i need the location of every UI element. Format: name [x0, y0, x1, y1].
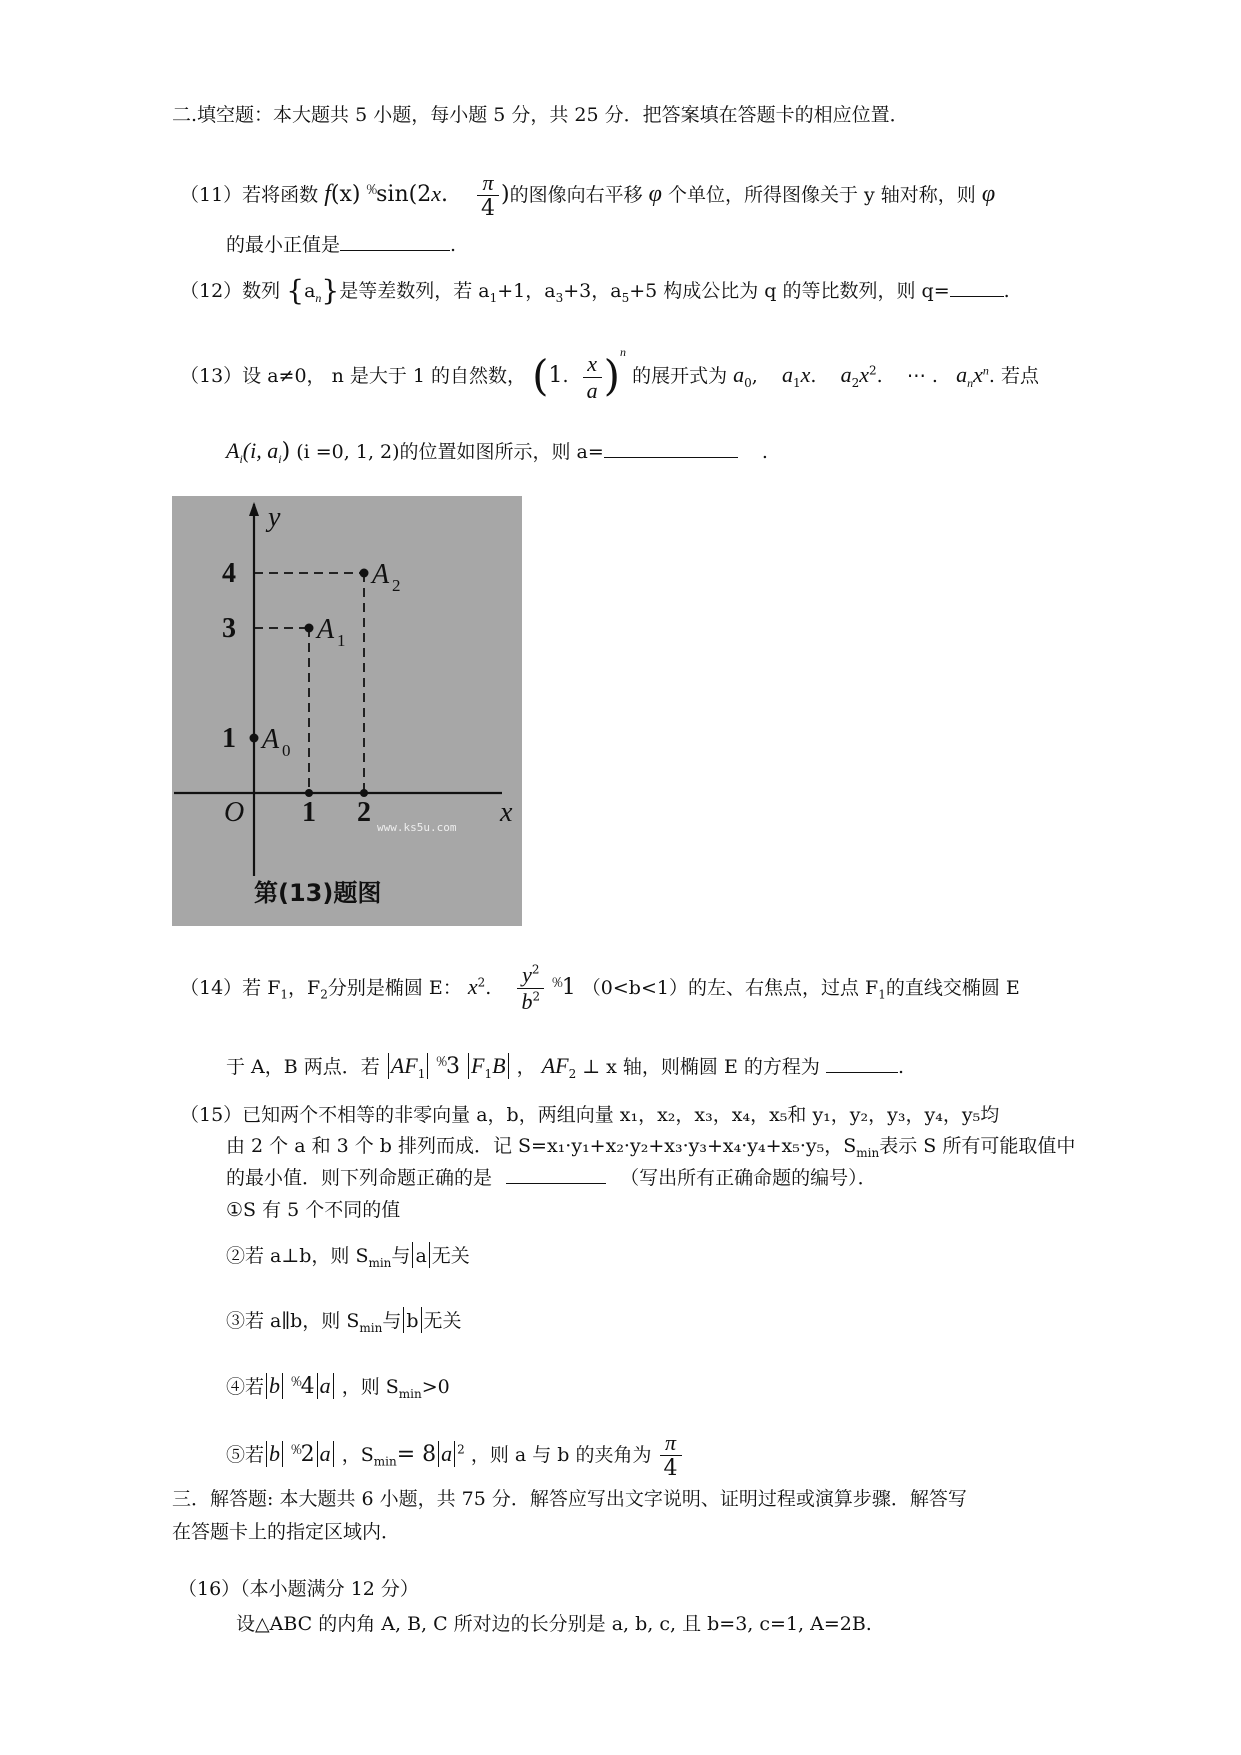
- q11-x: x: [431, 180, 441, 206]
- q14-one: 1: [561, 974, 576, 1000]
- point-label-sub: 0: [282, 741, 291, 760]
- q13-answer-blank[interactable]: [604, 457, 738, 458]
- q13-text: （13）设 a≠0， n 是大于 1 的自然数，: [180, 365, 527, 387]
- question-13-line-2: $A_i(i$, $a_i$) (i =0, 1, 2)的位置如图所示，则 a= .: [226, 438, 768, 466]
- watermark: www.ks5u.com: [377, 821, 457, 834]
- q15-o4-min: min: [398, 1386, 422, 1401]
- q14-text: （14）若 F: [180, 976, 281, 999]
- q14-points-text: 于 A，B 两点．若: [226, 1056, 380, 1078]
- q15-o3-min: min: [359, 1320, 383, 1335]
- y-tick-label: 1: [222, 723, 236, 754]
- q12-a: a: [304, 280, 316, 302]
- question-13-line-1: （13）设 a≠0， n 是大于 1 的自然数， (1. $\frac{x}{a}$ )$^n$ 的展开式为 $a_0$, $a_1x$. $a_2x^2$. ⋯ . $a_nx^n$. 若点: [180, 345, 1039, 403]
- point-label-sub: 1: [337, 631, 346, 650]
- q11-four: 4: [481, 196, 495, 222]
- point-label-sub: 2: [392, 576, 401, 595]
- q13-a: a: [586, 377, 598, 403]
- q12-text-a3: +1，a: [497, 280, 556, 302]
- q15-o4-gt0: >0: [421, 1376, 450, 1398]
- y-tick-label: 4: [222, 558, 236, 589]
- section-3-line-2: 在答题卡上的指定区域内．: [172, 1521, 401, 1543]
- q11-answer-blank[interactable]: [340, 250, 450, 251]
- q12-n: n: [315, 290, 322, 305]
- q13-expansion-text: 的展开式为: [632, 365, 728, 387]
- q14-period: .: [897, 1056, 904, 1078]
- q11-garbled-equals: ⁰⁄₀: [366, 182, 377, 198]
- q15-o2-with: 与: [391, 1245, 411, 1267]
- q11-min-positive: 的最小正值是: [226, 234, 341, 256]
- q14-y2-over-b2: $\frac{y^2}{b^2}$: [517, 962, 544, 1016]
- q15-sum-def: 由 2 个 a 和 3 个 b 排列而成．记 S=x₁·y₁+x₂·y₂+x₃·y₃+x₄·y₄+x₅·y₅，S: [226, 1135, 857, 1157]
- q13-position-text: (i =0, 1, 2)的位置如图所示，则 a=: [296, 441, 604, 463]
- q13-x: x: [583, 351, 602, 377]
- q15-o3-b: b: [406, 1310, 419, 1332]
- q13-i-2: i: [278, 451, 282, 466]
- q14-AF2: AF: [541, 1053, 569, 1078]
- section-3-line-1: 三．解答题: 本大题共 6 小题，共 75 分．解答应写出文字说明、证明过程或演算步骤．解答写: [172, 1488, 967, 1510]
- q15-o4-a: a: [319, 1373, 331, 1398]
- q14-condition: （0<b<1）的左、右焦点，过点 F: [581, 976, 879, 999]
- q14-perp-text: ⊥ x 轴，则椭圆 E 的方程为: [582, 1056, 820, 1078]
- q11-number: （11）若将函数: [180, 183, 319, 206]
- q12-text-a1: 是等差数列，若 a: [339, 280, 490, 302]
- q13-one: 1: [548, 363, 563, 388]
- question-14-line-1: （14）若 $F_1$，$F_2$分别是椭圆 E： $x^2$. $\frac{y^2}{b^2}$ $^{^0⁄_0}$1 （0<b<1）的左、右焦点，过点 $F_1$的直线交椭圆 E: [180, 962, 1020, 1015]
- question-16-title: （16）（本小题满分 12 分）: [178, 1578, 419, 1600]
- q11-text-shift: 的图像向右平移: [509, 183, 643, 206]
- q11-pi: π: [477, 170, 499, 196]
- q12-period: .: [1003, 280, 1010, 302]
- q15-o2-text: ②若 a⊥b，则 S: [226, 1245, 369, 1267]
- q11-phi-2: φ: [981, 180, 996, 207]
- q15-option-4: [226, 1372, 450, 1401]
- q12-answer-blank[interactable]: [950, 296, 1004, 297]
- q15-o5-four: 4: [663, 1456, 678, 1482]
- q14-comma: ，: [516, 1056, 536, 1078]
- x-tick-dot: [305, 789, 313, 797]
- q13-A: A: [226, 438, 240, 463]
- q15-o5-two: 2: [300, 1441, 315, 1467]
- q15-o2-unrelated: 无关: [431, 1245, 470, 1267]
- q13-dot: .: [761, 441, 768, 463]
- q15-o5-a2: a: [441, 1440, 453, 1466]
- x-tick-label: 2: [357, 797, 371, 828]
- q14-answer-blank[interactable]: [826, 1072, 898, 1073]
- q15-prompt: 的最小值．则下列命题正确的是: [226, 1167, 493, 1189]
- section-2-title: 二.填空题：本大题共 5 小题，每小题 5 分，共 25 分．把答案填在答题卡的相应位置．: [172, 104, 909, 126]
- q15-o5-angle: ，则 a 与 b 的夹角为: [470, 1443, 652, 1466]
- q12-text-ratio: +5 构成公比为 q 的等比数列，则 q=: [629, 280, 950, 302]
- point-label: A: [262, 724, 280, 755]
- q15-o2-min: min: [368, 1255, 392, 1270]
- q15-o5-pi: π: [660, 1430, 682, 1456]
- q13-coord: (i, a: [242, 438, 279, 463]
- q15-instruction: （写出所有正确命题的编号）．: [620, 1167, 877, 1189]
- x-tick-dot: [360, 789, 368, 797]
- q14-F1B: F: [471, 1053, 485, 1078]
- figure-caption: 第(13)题图: [254, 879, 382, 907]
- question-15-line-1: （15）已知两个不相等的非零向量 a，b，两组向量 x₁，x₂，x₃，x₄，x₅和 y₁，y₂，y₃，y₄，y₅均: [180, 1104, 1000, 1126]
- q15-option-1: ①S 有 5 个不同的值: [226, 1199, 401, 1221]
- q11-phi: φ: [648, 180, 662, 207]
- q15-o4-if: ④若: [226, 1376, 265, 1398]
- y-axis-label: y: [268, 502, 281, 533]
- q11-pi-over-4: [477, 170, 499, 222]
- x-axis-label: x: [500, 797, 513, 828]
- figure-13-svg: [172, 496, 522, 926]
- q13-n: n: [620, 345, 627, 359]
- q13-a0: a: [733, 362, 745, 387]
- q14-y: y: [522, 962, 532, 987]
- q11-sin: sin(2: [376, 181, 432, 207]
- q15-answer-blank[interactable]: [506, 1183, 606, 1184]
- q11-fx-arg: (x): [330, 181, 361, 207]
- q13-if-point: 若点: [1000, 365, 1039, 387]
- q14-x: x: [467, 973, 478, 999]
- q11-f: f: [324, 180, 331, 207]
- data-point: [305, 624, 314, 633]
- q12-number: （12）数列: [180, 280, 281, 302]
- q15-min-sub: min: [856, 1145, 880, 1160]
- q15-option-3: [226, 1306, 462, 1335]
- point-label: A: [317, 614, 335, 645]
- q15-o5-garbled: ⁰⁄₀: [291, 1442, 301, 1458]
- q11-text-symmetric: 个单位，所得图像关于 y 轴对称，则: [667, 183, 976, 206]
- q15-min-def: 表示 S 所有可能取值中: [879, 1135, 1076, 1157]
- q15-o3-unrelated: 无关: [423, 1310, 462, 1332]
- q12-text-a5: +3，a: [563, 280, 622, 302]
- q14-ellipse-text: 分别是椭圆 E：: [327, 976, 462, 999]
- q14-garbled-equals: ⁰⁄₀: [552, 975, 562, 991]
- q15-o5-eq8: = 8: [396, 1441, 437, 1467]
- q15-o5-a: a: [319, 1440, 331, 1466]
- y-tick-label: 3: [222, 613, 236, 644]
- q15-o4-b: b: [269, 1373, 281, 1398]
- point-label: A: [372, 559, 390, 590]
- q15-option-2: [226, 1241, 470, 1270]
- q14-b: b: [521, 989, 533, 1015]
- question-11-line-1: （11）若将函数 f(x) $^{^0⁄_0}$sin(2x. $\frac{\pi}{4}$ )的图像向右平移 φ 个单位，所得图像关于 y 轴对称，则 φ: [180, 170, 996, 222]
- q14-f2: ，F: [288, 976, 321, 999]
- q15-o2-a: a: [415, 1245, 427, 1267]
- q15-o5-pi-over-4: [660, 1430, 682, 1482]
- q15-o4-then: ，则 S: [341, 1376, 399, 1398]
- q15-o5-min: min: [373, 1454, 397, 1469]
- q15-o5-if: ⑤若: [226, 1443, 265, 1466]
- q15-option-5: ⑤若 b $^{^0⁄_0}$2 a ，$S_{min}= 8$ a $^2$ ，则 a 与 b 的夹角为 $\frac{\pi}{4}$: [226, 1430, 684, 1482]
- q15-o5-s: ，S: [341, 1443, 374, 1466]
- q14-three: 3: [445, 1054, 460, 1079]
- q15-o3-with: 与: [382, 1310, 402, 1332]
- question-12: （12）数列 $\{a_n\}$是等差数列，若 $a_1+1$，$a_3+3$，$a_5+5$ 构成公比为 q 的等比数列，则 q= .: [180, 274, 1010, 307]
- x-tick-label: 1: [302, 797, 316, 828]
- q15-o4-garbled: ⁰⁄₀: [291, 1375, 301, 1390]
- q15-o3-text: ③若 a∥b，则 S: [226, 1310, 360, 1332]
- question-15-line-2: [226, 1131, 1075, 1160]
- question-14-line-2: 于 A，B 两点．若 $AF_1$ $^{^0⁄_0}$3 $F_1B$ ， $AF_2$ ⊥ x 轴，则椭圆 E 的方程为 .: [226, 1053, 904, 1081]
- question-15-line-3: [226, 1163, 877, 1190]
- q15-o4-four: 4: [300, 1374, 315, 1399]
- q14-line-text: 的直线交椭圆 E: [885, 976, 1020, 999]
- q14-garbled-equals-2: ⁰⁄₀: [436, 1055, 446, 1070]
- q11-period: .: [450, 234, 457, 256]
- question-11-line-2: [226, 230, 456, 257]
- data-point: [250, 734, 259, 743]
- q15-o5-b: b: [269, 1440, 281, 1466]
- figure-13: [172, 496, 522, 926]
- origin-label: O: [224, 797, 245, 828]
- question-16-body: 设△ABC 的内角 A, B, C 所对边的长分别是 a, b, c, 且 b=3, c=1, A=2B.: [236, 1613, 872, 1635]
- data-point: [360, 569, 369, 578]
- y-axis-arrow: [249, 502, 259, 516]
- q13-x-over-a: [583, 351, 602, 403]
- q13-i: i: [239, 451, 243, 466]
- q14-AF1: AF: [390, 1053, 418, 1078]
